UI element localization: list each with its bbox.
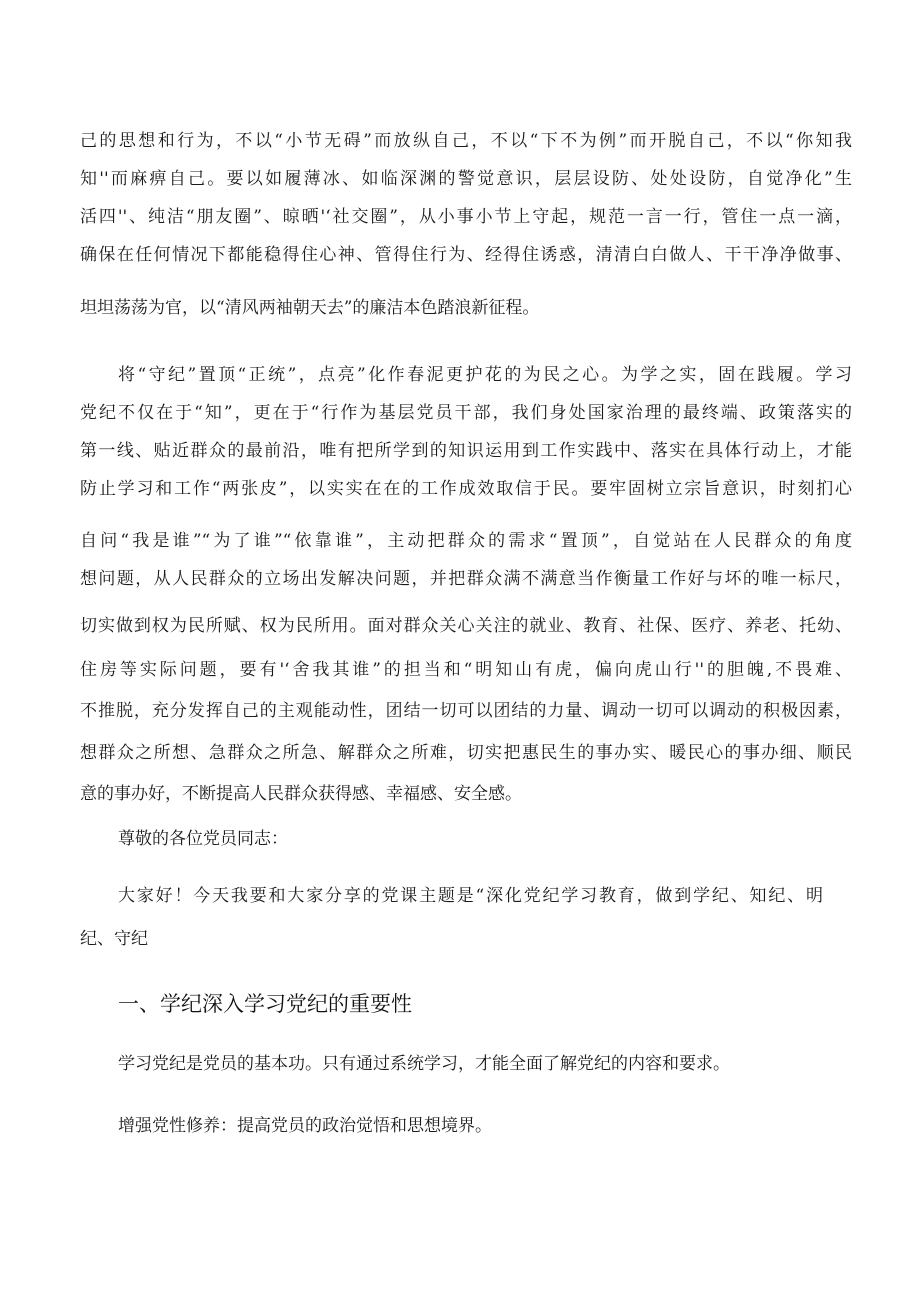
paragraph-1-line-3: 活四''、纯洁“朋友圈”、晾晒'‘社交圈”，从小事小节上守起，规范一言一行，管住一点一滴，: [80, 207, 852, 227]
section-item-2: 增强党性修养：提高党员的政治觉悟和思想境界。: [118, 1116, 492, 1136]
section-heading: 一、学纪深入学习党纪的重要性: [118, 992, 412, 1016]
paragraph-2-line-5: 自问“我是谁”“为了谁”“依靠谁”，主动把群众的需求“置顶”，自觉站在人民群众的角度: [80, 531, 852, 551]
opening-line-1: 大家好！今天我要和大家分享的党课主题是“深化党纪学习教育，做到学纪、知纪、明: [118, 886, 823, 906]
paragraph-2-line-8: 住房等实际问题，要有'‘舍我其谁”的担当和“明知山有虎，偏向虎山行''的胆魄,不畏难、: [80, 660, 852, 680]
paragraph-1-line-2: 知''而麻痹自己。要以如履薄冰、如临深渊的警觉意识，层层设防、处处设防，自觉净化”生: [80, 169, 852, 189]
salutation: 尊敬的各位党员同志：: [118, 829, 288, 849]
paragraph-2-line-6: 想问题，从人民群众的立场出发解决问题，并把群众满不满意当作衡量工作好与坏的唯一标尺，: [80, 569, 852, 589]
paragraph-2-line-10: 想群众之所想、急群众之所急、解群众之所难，切实把惠民生的事办实、暖民心的事办细、顺民: [80, 743, 852, 763]
paragraph-2-line-11: 意的事办好，不断提高人民群众获得感、幸福感、安全感。: [80, 784, 522, 804]
paragraph-2-line-3: 第一线、贴近群众的最前沿，唯有把所学到的知识运用到工作实践中、落实在具体行动上，才能: [80, 441, 852, 461]
paragraph-2-line-9: 不推脱，充分发挥自己的主观能动性，团结一切可以团结的力量、调动一切可以调动的积极因素，: [80, 701, 852, 721]
paragraph-2-line-4: 防止学习和工作“两张皮”，以实实在在的工作成效取信于民。要牢固树立宗旨意识，时刻扪心: [80, 479, 852, 499]
paragraph-1-line-1: 己的思想和行为，不以“小节无碍”而放纵自己，不以“下不为例”而开脱自己，不以“你知我: [80, 131, 852, 151]
section-item-1: 学习党纪是党员的基本功。只有通过系统学习，才能全面了解党纪的内容和要求。: [118, 1054, 730, 1074]
paragraph-1-line-5: 坦坦荡荡为官，以“清风两袖朝天去”的廉洁本色踏浪新征程。: [80, 298, 540, 318]
opening-line-2: 纪、守纪: [80, 929, 148, 949]
paragraph-2-line-2: 党纪不仅在于“知”，更在于“行作为基层党员干部，我们身处国家治理的最终端、政策落实的: [80, 403, 852, 423]
paragraph-1-line-4: 确保在任何情况下都能稳得住心神、管得住行为、经得住诱惑，清清白白做人、干干净净做事、: [80, 245, 852, 265]
paragraph-2-line-1: 将“守纪”置顶“正统”，点亮”化作春泥更护花的为民之心。为学之实，固在践履。学习: [118, 365, 852, 385]
paragraph-2-line-7: 切实做到权为民所赋、权为民所用。面对群众关心关注的就业、教育、社保、医疗、养老、托幼、: [80, 616, 852, 636]
